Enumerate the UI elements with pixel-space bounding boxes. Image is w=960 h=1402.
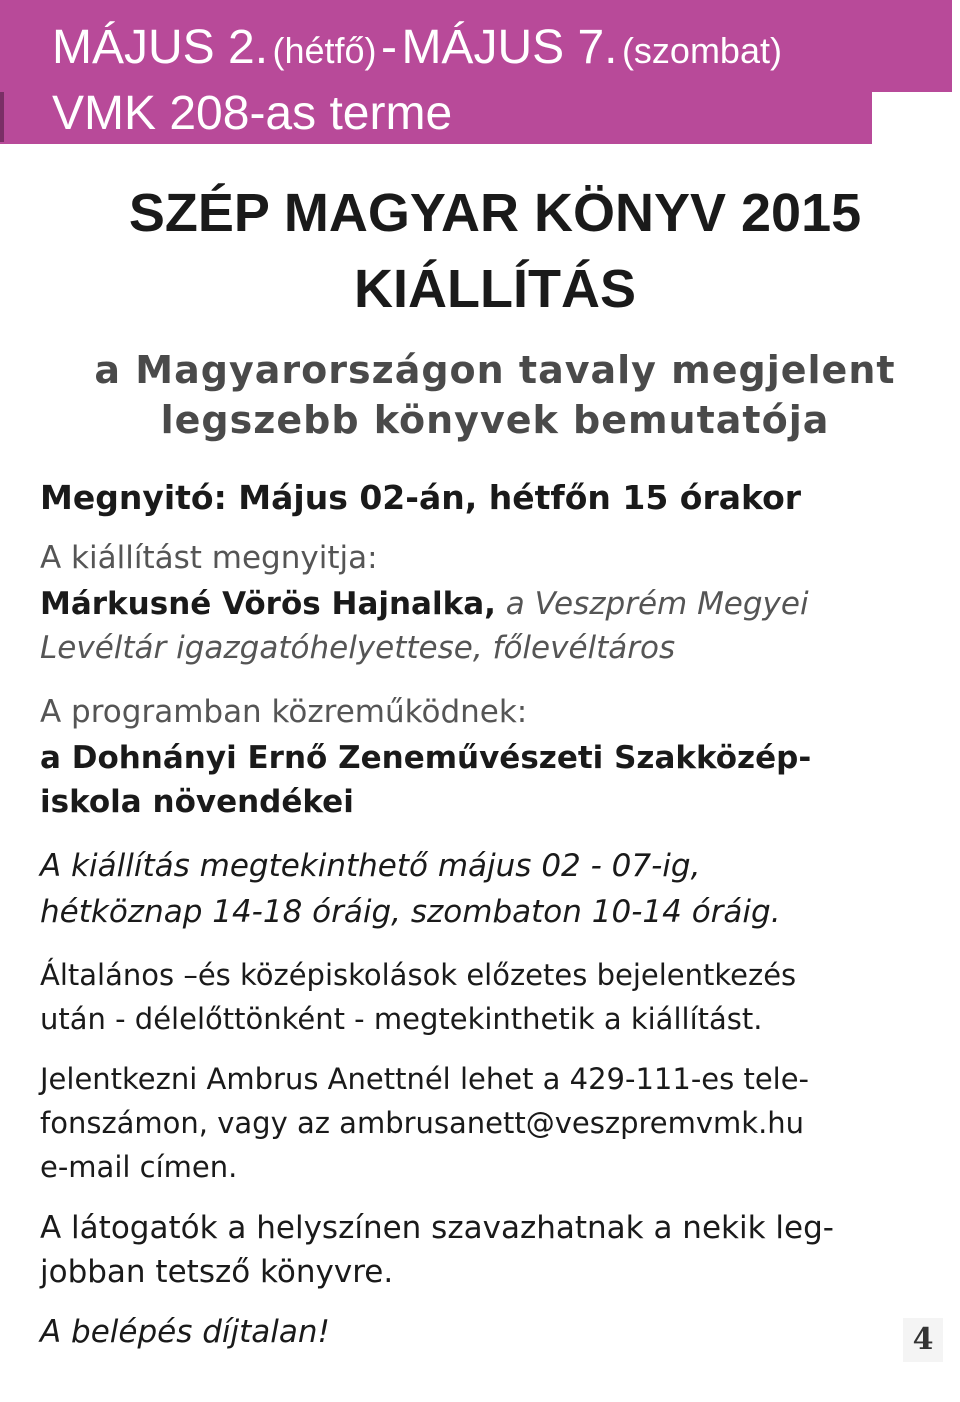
opener-label: A kiállítást megnyitja: [40, 540, 378, 576]
program-line1: a Dohnányi Ernő Zeneművészeti Szakközép- [40, 740, 812, 776]
opener-role-2: Levéltár igazgatóhelyettese, főlevéltáros [40, 630, 676, 666]
header-venue: VMK 208-as terme [52, 87, 453, 140]
opener-line [40, 586, 809, 622]
voting-line2: jobban tetsző könyvre. [40, 1254, 394, 1290]
page-title-line2: KIÁLLÍTÁS [354, 259, 636, 319]
schools-line2: után - délelőttönként - megtekinthetik a kiállítást. [40, 1002, 763, 1036]
schools-line1: Általános –és középiskolások előzetes bejelentkezés [40, 958, 797, 992]
opener-role-1: a Veszprém Megyei [505, 586, 809, 622]
opening-time: Megnyitó: Május 02-án, hétfőn 15 órakor [40, 478, 802, 517]
hours-line1: A kiállítás megtekinthető május 02 - 07-ig, [40, 848, 701, 884]
hours-line2: hétköznap 14-18 óráig, szombaton 10-14 óráig. [40, 894, 781, 930]
header-band-edge [0, 92, 4, 142]
program-label: A programban közreműködnek: [40, 694, 528, 730]
program-line2: iskola növendékei [40, 784, 354, 820]
day-start: (hétfő) [272, 30, 377, 71]
registration-line1: Jelentkezni Ambrus Anettnél lehet a 429-111-es tele- [40, 1062, 810, 1096]
registration-line3: e-mail címen. [40, 1150, 238, 1184]
header-dates [52, 20, 782, 75]
page-title-line1: SZÉP MAGYAR KÖNYV 2015 [128, 183, 862, 243]
page-number: 4 [903, 1318, 943, 1362]
free-entry: A belépés díjtalan! [40, 1314, 330, 1350]
voting-line1: A látogatók a helyszínen szavazhatnak a nekik leg- [40, 1210, 834, 1246]
date-end: MÁJUS 7. [401, 21, 618, 74]
date-start: MÁJUS 2. [52, 21, 269, 74]
day-end: (szombat) [621, 30, 782, 71]
subtitle-line1: a Magyarországon tavaly megjelent [94, 348, 896, 392]
opener-name: Márkusné Vörös Hajnalka, [40, 586, 496, 622]
date-separator: - [381, 21, 397, 74]
subtitle-line2: legszebb könyvek bemutatója [160, 398, 830, 442]
registration-line2: fonszámon, vagy az ambrusanett@veszpremvmk.hu [40, 1106, 805, 1140]
